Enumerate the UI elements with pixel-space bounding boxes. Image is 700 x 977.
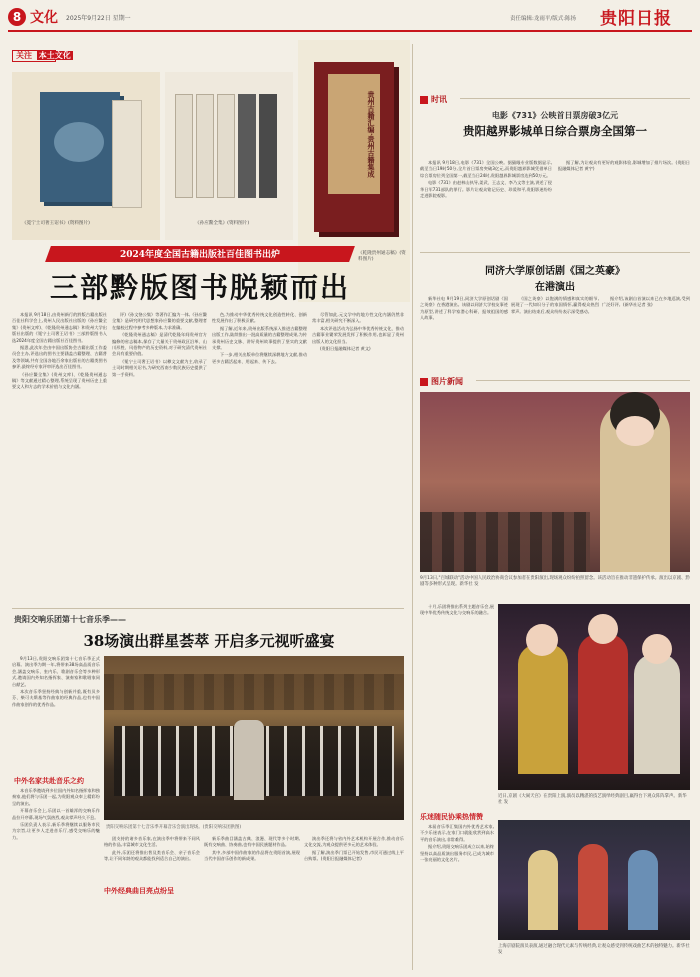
tag-focus-label [16, 50, 73, 61]
symphony-col-4: 演出季还将与省内外艺术机构开展合作,推动音乐文化交流,为观众提供更多元的艺术体验。 据了解,演出季门票已开始发售,市民可通过线上平台购票。(贵阳日报融媒体记者) [304, 836, 404, 862]
tag-photo-news: 图片新闻 [420, 376, 463, 387]
left-article-col-3: 色,为推动中华优秀传统文化创造性转化、创新性发展作出了积极贡献。 据了解,近年来,贵州出版系统深入推进古籍整理出版工作,陆续推出一批高质量的古籍整理成果,为传承贵州历史文脉、讲好贵州故事提供了坚实的文献支撑。 下一步,相关出版单位将继续深耕地方文献,推动更多古籍活起来、用起来、传下去。 [212, 312, 307, 364]
tag-photo-rule [476, 380, 690, 381]
book-photo-2 [165, 72, 293, 240]
tag-news-rule [460, 98, 690, 99]
news2-headline-2: 在港演出 [535, 282, 575, 293]
news2-headline-1: 同济大学原创话剧《国之英豪》 [485, 266, 625, 277]
news1-body-col-1: 本报讯 9月18日,电影《731》全国公映。据猫眼专业版数据显示,截至当日19时50分,全片首日票房突破3亿元,而贵阳越界影城凭借单日综合票房位列全国第一,截至当日24时,贵阳越界影城票房达到50万元。 电影《731》由赵林山执导,姜武、王志文、李乃文等主演,讲述了侵华日军731部队的罪行。影片让观众铭记历史、珍爱和平,贵阳影迷纷纷走进影院观影。 [420, 160, 552, 199]
right-divider-1 [420, 252, 690, 253]
editors-credit: 责任编辑:龙雨平/版式:陈扬 [510, 16, 577, 22]
symphony-intro: 9月13日,贵阳交响乐团第十七音乐季正式启幕。演出季为期一年,将带来38场高品质音乐会,涵盖交响乐、室内乐、歌剧音乐会等多种形式,邀请国内外知名指挥家、演奏家和歌唱家同台献艺。 本次音乐季坚持经典与创新并重,既有贝多芬、柴可夫斯基等作曲家的经典作品,也有中国作曲家创作的优秀作品。 [12, 656, 100, 707]
symphony-headline: 38场演出群星荟萃 开启多元视听盛宴 [83, 632, 335, 650]
symphony-continued: 十月,乐团将推出系列主题音乐会,展现中华优秀传统文化与交响乐的融合。 [420, 604, 494, 616]
book-box-title: 贵州古籍汇编·贵州古籍集成 [328, 74, 380, 194]
news1-body-col-2: 据了解,为让观众有更好的观影体验,影城增加了排片场次。(贵阳日报融媒体记者 黄宇) [558, 160, 690, 172]
right-subhead: 乐迷随民协乘热情赞 [420, 813, 483, 821]
stage-photo [498, 820, 690, 940]
book-cover-blue [40, 92, 120, 202]
right-body: 本届音乐季汇集国内外优秀艺术家,不少乐迷表示,在家门口就能欣赏到高水平的音乐演出,非常难得。 据介绍,贵阳交响乐团成立以来,始终坚持以高品质演出服务市民,已成为城市一张亮丽的文化名片。 [420, 824, 494, 863]
tag-photo-marker [420, 378, 428, 386]
book-caption-3: 《乾隆贵州通志稿》(资料图片) [358, 251, 406, 262]
main-headline: 三部黔版图书脱颖而出 [49, 271, 350, 304]
news1-kicker: 电影《731》公映首日票房破3亿元 [491, 111, 619, 120]
left-divider [12, 608, 404, 609]
book-photo-1 [12, 72, 160, 240]
symphony-kicker: 贵阳交响乐团第十七音乐季—— [14, 615, 126, 624]
opera-photo [498, 604, 690, 790]
orchestra-photo-caption: 贵阳交响乐团第十七音乐季开幕音乐会演出现场。(贵阳交响乐团供图) [106, 825, 242, 830]
tag-sub: 本土文化 [38, 51, 71, 60]
column-separator [412, 44, 413, 970]
symphony-col-2: 团支持的诸多音乐家,在演出季中将带来不同风格的作品,丰富城市文化生活。 此外,乐团还将推出普及类音乐会、亲子音乐会等,让不同年龄的观众都能找到适合自己的演出。 [104, 836, 200, 862]
opera-photo-caption: 近日,京剧《大闹天宫》在贵阳上演,演员以精湛的技艺演绎经典剧目,赢得台下观众阵阵掌声。新华社 发 [498, 794, 687, 806]
left-article-col-4: 尽管如此,元文学中的地方性文化内涵仍然非常丰富,相关研究不断深入。 本次评选活动为弘扬中华优秀传统文化、推动古籍事业繁荣发展发挥了积极作用,也彰显了贵州出版人的文化担当。 (贵阳日报融媒体记者 黄文) [312, 312, 404, 352]
newspaper-logo: 贵阳日报 [600, 9, 672, 29]
award-banner-text: 2024年度全国古籍出版社百佳图书出炉 [119, 250, 281, 260]
left-article-col-2: 评)《孙文恪公集》等著作汇编为一体,《孙应鳌全集》是研究明代思想家孙应鳌的重要文献,整理者在编校过程中参考多种版本,力求准确。 《乾隆贵州通志稿》是清代乾隆年间贵州官方编修的省志稿本,保存了大量关于贵州政区沿革、山川形胜、风俗物产的历史资料,对于研究清代贵州社会具有重要价值。 《冕宁土司奢王诏书》以彝文文献为主,收录了土司时期相关诏书,为研究西南少数民族历史提供了第一手资料。 [112, 312, 207, 377]
symphony-subhead-1: 中外名家共赴音乐之约 [14, 777, 84, 785]
left-article-col-1: 本报讯 9月18日,由贵州新行的黔版古籍出版社百佳社科学会上,贵州人民出版社出版的《孙应鳌全集》(贵州文库)、《乾隆贵州通志稿》和贵州大学出版社出版的《冕宁土司奢王诏书》三部黔版图书入选2024年度全国古籍出版社百佳图书。 据悉,此次年会由中国出版协会古籍出版工作委员会主办,评选出的图书主要涵盖古籍整理、古籍普及等领域,共有全国各地百余家出版社的古籍类图书参评,最终经专家评审评选出百佳图书。 《孙应鳌全集》(贵州文库)、《乾隆贵州通志稿》等文献通过精心整理,系统呈现了贵州历史上重要文人和方志的学术价值与文化内涵。 [12, 312, 107, 390]
book-photo-3 [298, 40, 410, 302]
news1-headline: 贵阳越界影城单日综合票房全国第一 [463, 124, 647, 138]
news2-body-col-1: 新华社电 9月19日,同济大学原创话剧《国之英豪》在香港演出。该剧以同济大学校友事迹为原型,讲述了科学家潜心科研、报效祖国的感人故事。 [420, 296, 508, 321]
tag-news-marker [420, 96, 428, 104]
symphony-subhead-2: 中外经典曲目亮点纷呈 [104, 887, 174, 895]
news2-body-col-2: 《国之英豪》以饱满的情感和真实的细节,展现了一代知识分子的家国情怀,赢得观众热烈掌声。演出结束后,观众纷纷表示深受感动。 [511, 296, 599, 314]
symphony-col-1: 本音乐季邀请到多位国内外知名指挥家和独奏家,他们将与乐团一起,为贵阳观众奉上精彩纷呈的演出。 开幕音乐会上,乐团以一首雄浑的交响乐作品拉开序幕,现场气氛热烈,观众掌声经久不息。 乐团负责人表示,新乐季将继续以服务市民为宗旨,让更多人走进音乐厅,感受交响乐的魅力。 [12, 788, 100, 840]
page-number-badge: 8 [8, 8, 26, 26]
symphony-col-3: 新乐季曲目涵盖古典、浪漫、现代等多个时期,既有交响曲、协奏曲,也有中国民族题材作品。 其中,多部中国作曲家的作品将在贵阳首演,展现当代中国音乐创作的新成果。 [204, 836, 300, 862]
book-box-red [314, 62, 394, 232]
masthead-rule [8, 30, 692, 32]
orchestra-photo [104, 656, 404, 820]
news2-body-col-3: 据介绍,该剧自首演以来已在多地巡演,受到广泛好评。(新华社记者 张) [602, 296, 690, 308]
masthead [0, 0, 700, 40]
book-caption-1: 《冕宁土司奢王诏书》(资料图片) [22, 221, 90, 226]
stage-photo-caption: 上海京剧院演员表演,通过融合现代元素与传统经典,让观众感受到传统戏曲艺术的独特魅力。新华社 发 [498, 944, 690, 956]
performer-photo-caption: 9月13日,"百城联动"活动中国人民政治协商会议参加者在贵阳演出,现场观众纷纷拍照留念。该活动旨在推动非遗保护传承。演出以京剧、黔剧等多种形式呈现。新华社 发 [420, 576, 690, 588]
tag-main: 关注 [16, 51, 32, 60]
tag-news: 时讯 [420, 94, 447, 105]
issue-date: 2025年9月22日 星期一 [66, 15, 131, 22]
performer-photo [420, 392, 690, 572]
book-caption-2: 《孙应鳌全集》(资料图片) [195, 221, 250, 226]
section-name: 文化 [30, 10, 58, 26]
